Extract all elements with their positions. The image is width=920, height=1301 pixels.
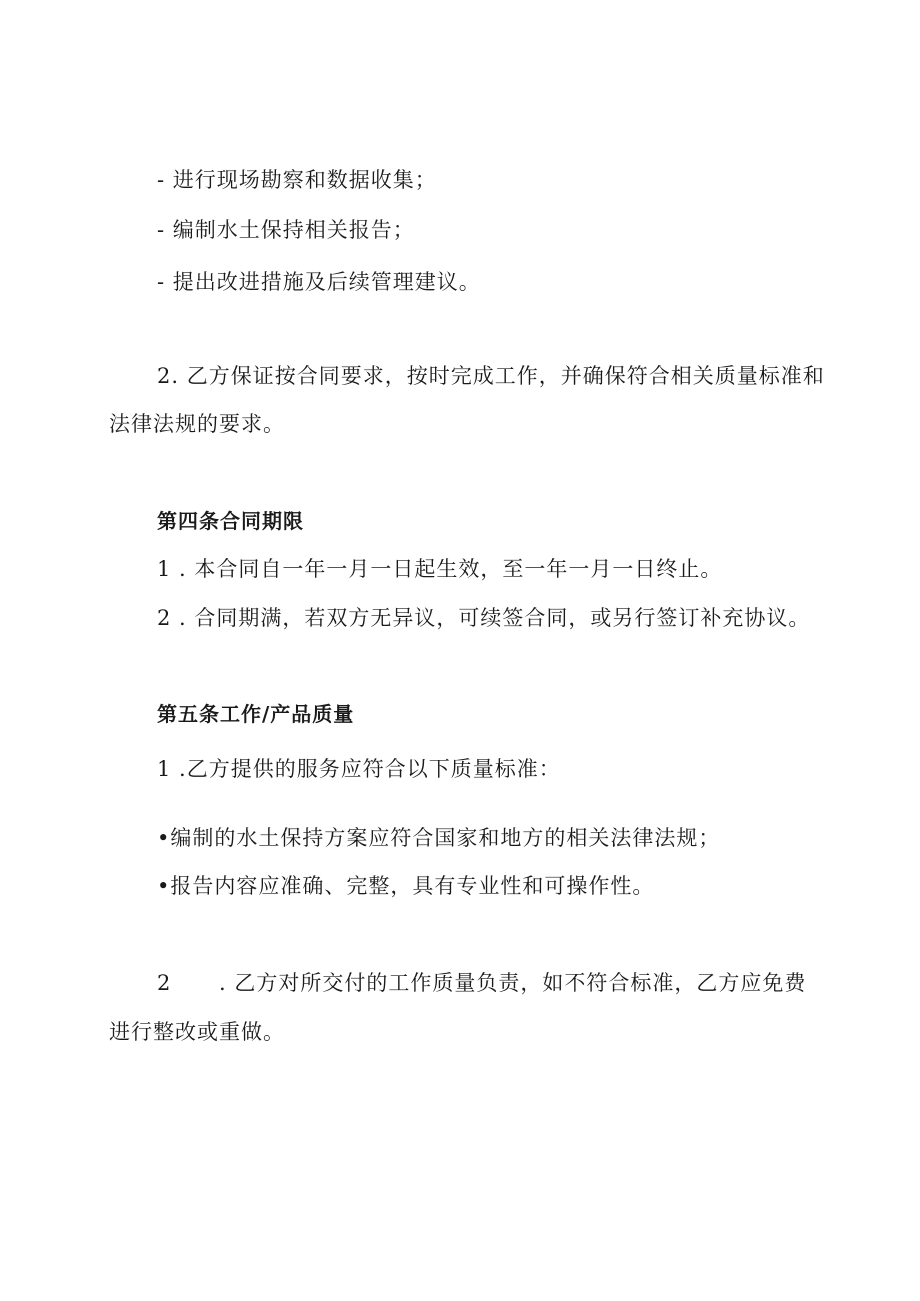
clause-2-line-2: 法律法规的要求。	[109, 412, 285, 436]
task-item-suggestions: - 提出改进措施及后续管理建议。	[157, 270, 481, 294]
article-4-item-2: 2 . 合同期满，若双方无异议，可续签合同，或另行签订补充协议。	[157, 606, 811, 630]
task-item-report: - 编制水土保持相关报告；	[157, 218, 415, 242]
clause-2-line-1: 2. 乙方保证按合同要求，按时完成工作，并确保符合相关质量标准和	[157, 364, 825, 388]
quality-bullet-1: •编制的水土保持方案应符合国家和地方的相关法律法规；	[157, 826, 721, 850]
article-5-item-1: 1 .乙方提供的服务应符合以下质量标准：	[157, 757, 561, 781]
quality-bullet-2: •报告内容应准确、完整，具有专业性和可操作性。	[157, 874, 655, 898]
article-5-item-2-line-2: 进行整改或重做。	[109, 1020, 285, 1044]
article-5-item-2-line-1	[157, 969, 806, 997]
article-5-item-2-text: . 乙方对所交付的工作质量负责，如不符合标准，乙方应免费	[219, 971, 807, 995]
article-4-heading: 第四条合同期限	[157, 509, 304, 533]
article-5-heading: 第五条工作/产品质量	[157, 702, 355, 726]
article-4-item-1: 1 . 本合同自一年一月一日起生效，至一年一月一日终止。	[157, 557, 723, 581]
article-5-item-2-number: 2	[157, 971, 172, 995]
task-item-site-survey: - 进行现场勘察和数据收集；	[157, 168, 437, 192]
